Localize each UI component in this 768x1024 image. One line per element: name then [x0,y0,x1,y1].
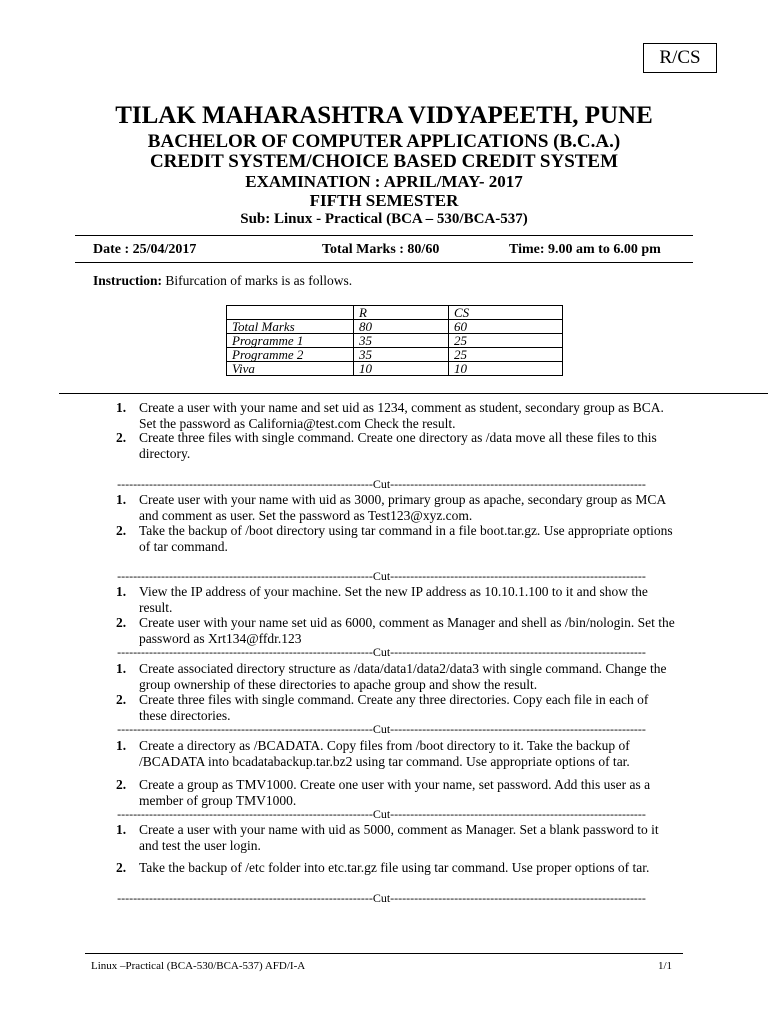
question-text: Create a user with your name and set uid as 1234, comment as student, secondary group as BCA. Set the password as California@test.com Check the result. [139,400,664,431]
question-text: Create associated directory structure as /data/data1/data2/data3 with single command. Change the group ownership of these directories to apache group and show the result. [139,661,667,692]
marks-cell: 35 [354,334,449,348]
cut-label: Cut [372,723,391,736]
marks-header-cell [227,306,354,320]
question-text: Take the backup of /boot directory using tar command in a file boot.tar.gz. Use appropriate options of tar command. [139,523,673,554]
question-number: 2. [116,615,127,630]
cut-line: ----------------------------------------------------------------Cut---------------------------------------------------------------- [117,808,646,821]
cut-line: ----------------------------------------------------------------Cut---------------------------------------------------------------- [117,570,646,583]
footer-divider [85,953,683,954]
cut-label: Cut [372,478,391,491]
marks-cell: 35 [354,348,449,362]
divider-meta [75,262,693,263]
question-text: Create a directory as /BCADATA. Copy files from /boot directory to it. Take the backup of /BCADATA into bcadatabackup.tar.bz2 using tar command. Use appropriate options of tar. [139,738,630,769]
question-text: Take the backup of /etc folder into etc.tar.gz file using tar command. Use proper options of tar. [139,860,650,875]
marks-table-row [227,320,563,334]
subject-title: Sub: Linux - Practical (BCA – 530/BCA-537) [240,211,528,227]
question-number: 1. [116,400,127,415]
cut-line: ----------------------------------------------------------------Cut---------------------------------------------------------------- [117,723,646,736]
question-text: Create a user with your name with uid as 5000, comment as Manager. Set a blank password to it and test the user login. [139,822,659,853]
question-text: View the IP address of your machine. Set the new IP address as 10.10.1.100 to it and show the result. [139,584,648,615]
question-text: Create user with your name with uid as 3000, primary group as apache, secondary group as MCA and comment as user. Set the password as Test123@xyz.com. [139,492,666,523]
marks-table-row [227,362,563,376]
question-number: 1. [116,822,127,837]
marks-cell: Total Marks [227,320,354,334]
programme-title: BACHELOR OF COMPUTER APPLICATIONS (B.C.A.) [147,131,621,152]
question-number: 1. [116,661,127,676]
university-title: TILAK MAHARASHTRA VIDYAPEETH, PUNE [115,102,653,129]
marks-cell: 80 [354,320,449,334]
question-number: 2. [116,777,127,792]
question-number: 2. [116,692,127,707]
marks-header-cell: R [354,306,449,320]
marks-table [226,305,563,376]
marks-table-row [227,334,563,348]
question-number: 1. [116,584,127,599]
marks-cell: 10 [354,362,449,376]
question-text: Create three files with single command. Create any three directories. Copy each file in each of these directories. [139,692,649,723]
instruction-label: Instruction: [93,273,163,288]
cut-line: ----------------------------------------------------------------Cut---------------------------------------------------------------- [117,478,646,491]
question-text: Create a group as TMV1000. Create one user with your name, set password. Add this user as a member of group TMV1000. [139,777,651,808]
marks-cell: Programme 2 [227,348,354,362]
footer-page-number: 1/1 [658,960,673,972]
question-text: Create three files with single command. Create one directory as /data move all these files to this directory. [139,430,657,461]
exam-date: Date : 25/04/2017 [93,242,197,257]
cut-label: Cut [372,808,391,821]
cut-line: ----------------------------------------------------------------Cut---------------------------------------------------------------- [117,892,646,905]
credit-system-title: CREDIT SYSTEM/CHOICE BASED CREDIT SYSTEM [149,151,619,172]
question-number: 1. [116,738,127,753]
question-text: Create user with your name set uid as 6000, comment as Manager and shell as /bin/nologin. Set the password as Xrt134@ffdr.123 [139,615,675,646]
question-number: 2. [116,860,127,875]
marks-cell: 25 [449,348,563,362]
total-marks: Total Marks : 80/60 [322,242,440,257]
question-number: 2. [116,523,127,538]
marks-cell: Viva [227,362,354,376]
footer-left: Linux –Practical (BCA-530/BCA-537) AFD/I-A [91,960,306,972]
question-number: 2. [116,430,127,445]
examination-title: EXAMINATION : APRIL/MAY- 2017 [245,172,523,191]
marks-cell: 10 [449,362,563,376]
marks-header-cell: CS [449,306,563,320]
cut-line: ----------------------------------------------------------------Cut---------------------------------------------------------------- [117,646,646,659]
instruction [93,273,352,289]
divider-top [75,235,693,236]
marks-cell: Programme 1 [227,334,354,348]
cut-label: Cut [372,646,391,659]
instruction-text: Bifurcation of marks is as follows. [162,273,353,288]
marks-table-header [227,306,563,320]
question-number: 1. [116,492,127,507]
paper-code-box: R/CS [643,43,717,73]
cut-label: Cut [372,892,391,905]
marks-cell: 60 [449,320,563,334]
marks-cell: 25 [449,334,563,348]
exam-time: Time: 9.00 am to 6.00 pm [509,242,661,257]
cut-label: Cut [372,570,391,583]
divider-questions [59,393,768,394]
semester-title: FIFTH SEMESTER [309,191,459,210]
marks-table-row [227,348,563,362]
